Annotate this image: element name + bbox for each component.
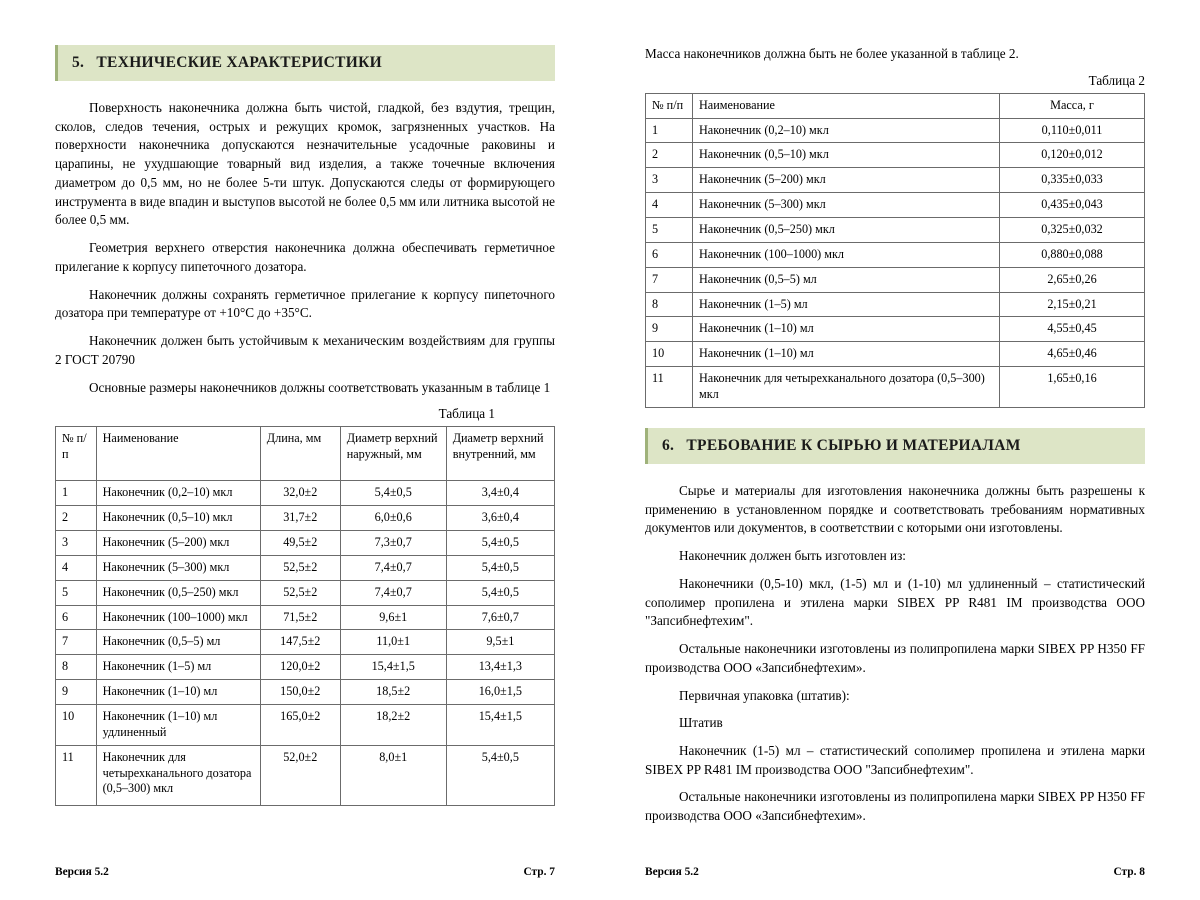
cell-index: 8	[56, 655, 97, 680]
footer-version: Версия 5.2	[645, 866, 699, 878]
col-header-mass: Масса, г	[1000, 93, 1145, 118]
col-header-length: Длина, мм	[260, 427, 340, 481]
cell-length: 147,5±2	[260, 630, 340, 655]
cell-mass: 4,55±0,45	[1000, 317, 1145, 342]
section-number: 5.	[72, 54, 85, 71]
cell-length: 120,0±2	[260, 655, 340, 680]
section-heading-materials	[645, 428, 1145, 464]
paragraph-surface-requirements: Поверхность наконечника должна быть чистой, гладкой, без вздутия, трещин, сколов, следов течения, острых и режущих кромок, загрязненных участков. На поверхности наконечника допускаются незначительные усадочные раковины и царапины, не ухудшающие товарный вид изделия, а также точечные включения диаметром до 0,5 мм, но не более 5-ти штук. Допускаются следы от формирующего инструмента в виде впадин и выступов высотой не более 0,5 мм или литника высотой не более 0,5 мм.	[55, 100, 555, 228]
table-dimensions	[55, 426, 555, 805]
cell-index: 11	[646, 367, 693, 408]
cell-inner-diameter: 5,4±0,5	[446, 580, 554, 605]
table-row	[646, 292, 1145, 317]
cell-name: Наконечник (5–200) мкл	[96, 531, 260, 556]
cell-name: Наконечник (0,5–5) мл	[693, 267, 1000, 292]
table-mass-head	[646, 93, 1145, 118]
cell-mass: 2,65±0,26	[1000, 267, 1145, 292]
cell-inner-diameter: 3,6±0,4	[446, 506, 554, 531]
col-header-index: № п/п	[646, 93, 693, 118]
cell-mass: 0,435±0,043	[1000, 193, 1145, 218]
cell-name: Наконечник (1–10) мл удлиненный	[96, 705, 260, 746]
paragraph-made-of: Наконечник должен быть изготовлен из:	[679, 548, 906, 564]
table-row	[646, 342, 1145, 367]
cell-mass: 0,120±0,012	[1000, 143, 1145, 168]
cell-name: Наконечник (0,2–10) мкл	[96, 481, 260, 506]
cell-length: 32,0±2	[260, 481, 340, 506]
cell-name: Наконечник (1–10) мл	[693, 317, 1000, 342]
table-row	[646, 193, 1145, 218]
cell-length: 52,5±2	[260, 580, 340, 605]
cell-length: 49,5±2	[260, 531, 340, 556]
cell-index: 4	[646, 193, 693, 218]
section-title: ТРЕБОВАНИЕ К СЫРЬЮ И МАТЕРИАЛАМ	[686, 436, 1021, 454]
paragraph-main-dimensions: Основные размеры наконечников должны соответствовать указанным в таблице 1	[89, 379, 551, 395]
cell-index: 1	[56, 481, 97, 506]
cell-outer-diameter: 7,4±0,7	[340, 555, 446, 580]
cell-inner-diameter: 9,5±1	[446, 630, 554, 655]
table-row	[646, 367, 1145, 408]
table-1-caption: Таблица 1	[438, 406, 495, 422]
paragraph-top-hole-geometry: Геометрия верхнего отверстия наконечника должна обеспечивать герметичное прилегание к корпусу пипеточного дозатора.	[55, 240, 555, 274]
cell-name: Наконечник (0,5–10) мкл	[693, 143, 1000, 168]
cell-index: 9	[56, 680, 97, 705]
cell-outer-diameter: 18,5±2	[340, 680, 446, 705]
cell-length: 165,0±2	[260, 705, 340, 746]
table-2-caption: Таблица 2	[1088, 72, 1145, 88]
col-header-index: № п/п	[56, 427, 97, 481]
cell-mass: 4,65±0,46	[1000, 342, 1145, 367]
table-mass-body	[646, 118, 1145, 407]
cell-name: Наконечник (0,5–250) мкл	[96, 580, 260, 605]
cell-name: Наконечник (5–300) мкл	[96, 555, 260, 580]
section-heading-technical	[55, 45, 555, 81]
col-header-name: Наименование	[693, 93, 1000, 118]
cell-inner-diameter: 15,4±1,5	[446, 705, 554, 746]
paragraph-other-tips: Остальные наконечники изготовлены из полипропилена марки SIBEX PP H350 FF производства ООО «Запсибнефтехим».	[645, 641, 1145, 675]
table-row	[56, 680, 555, 705]
cell-inner-diameter: 13,4±1,3	[446, 655, 554, 680]
col-header-outer-diameter: Диаметр верхний наружный, мм	[340, 427, 446, 481]
col-header-name: Наименование	[96, 427, 260, 481]
cell-outer-diameter: 15,4±1,5	[340, 655, 446, 680]
cell-outer-diameter: 7,3±0,7	[340, 531, 446, 556]
table-dimensions-body	[56, 481, 555, 805]
cell-index: 2	[56, 506, 97, 531]
cell-name: Наконечник (5–200) мкл	[693, 168, 1000, 193]
cell-length: 31,7±2	[260, 506, 340, 531]
table-row	[646, 242, 1145, 267]
cell-name: Наконечник (1–5) мл	[96, 655, 260, 680]
cell-outer-diameter: 5,4±0,5	[340, 481, 446, 506]
table-row	[56, 655, 555, 680]
cell-name: Наконечник (1–5) мл	[693, 292, 1000, 317]
cell-index: 5	[56, 580, 97, 605]
cell-index: 6	[646, 242, 693, 267]
cell-index: 3	[646, 168, 693, 193]
cell-index: 11	[56, 745, 97, 805]
table-header-row	[56, 427, 555, 481]
col-header-inner-diameter: Диаметр верхний внутренний, мм	[446, 427, 554, 481]
cell-inner-diameter: 5,4±0,5	[446, 555, 554, 580]
cell-mass: 0,110±0,011	[1000, 118, 1145, 143]
cell-index: 8	[646, 292, 693, 317]
cell-length: 52,5±2	[260, 555, 340, 580]
table-row	[56, 705, 555, 746]
table-row	[56, 555, 555, 580]
cell-outer-diameter: 7,4±0,7	[340, 580, 446, 605]
paragraph-temperature-range: Наконечник должны сохранять герметичное прилегание к корпусу пипеточного дозатора при температуре от +10°С до +35°С.	[55, 286, 555, 321]
paragraph-mechanical-resistance: Наконечник должен быть устойчивым к механическим воздействиям для группы 2 ГОСТ 20790	[55, 333, 555, 367]
cell-mass: 0,325±0,032	[1000, 218, 1145, 243]
paragraph-primary-packaging: Первичная упаковка (штатив):	[679, 687, 850, 703]
table-row	[56, 506, 555, 531]
cell-name: Наконечник (100–1000) мкл	[96, 605, 260, 630]
cell-index: 10	[56, 705, 97, 746]
cell-index: 9	[646, 317, 693, 342]
table-dimensions-head	[56, 427, 555, 481]
table-row	[646, 118, 1145, 143]
cell-name: Наконечник (1–10) мл	[693, 342, 1000, 367]
footer-version: Версия 5.2	[55, 866, 109, 878]
paragraph-copolymer-tips: Наконечники (0,5-10) мкл, (1-5) мл и (1-10) мл удлиненный – статистический сополимер пропилена и этилена марки SIBEX PP R481 IM производства ООО "Запсибнефтехим".	[645, 575, 1145, 629]
cell-length: 71,5±2	[260, 605, 340, 630]
cell-index: 6	[56, 605, 97, 630]
cell-mass: 1,65±0,16	[1000, 367, 1145, 408]
cell-outer-diameter: 6,0±0,6	[340, 506, 446, 531]
cell-name: Наконечник (0,5–10) мкл	[96, 506, 260, 531]
table-row	[646, 317, 1145, 342]
cell-index: 1	[646, 118, 693, 143]
cell-index: 4	[56, 555, 97, 580]
paragraph-tip-1-5ml: Наконечник (1-5) мл – статистический сополимер пропилена и этилена марки SIBEX PP R481 IM производства ООО "Запсибнефтехим".	[645, 742, 1145, 777]
table-row	[646, 267, 1145, 292]
cell-index: 7	[646, 267, 693, 292]
section-number: 6.	[662, 436, 675, 454]
table-row	[56, 630, 555, 655]
cell-name: Наконечник (0,5–5) мл	[96, 630, 260, 655]
page-left-footer	[55, 866, 555, 878]
page-right	[600, 0, 1200, 900]
cell-index: 2	[646, 143, 693, 168]
cell-index: 7	[56, 630, 97, 655]
paragraph-mass-intro: Масса наконечников должна быть не более указанной в таблице 2.	[645, 46, 1019, 61]
footer-page-number: Стр. 8	[1113, 866, 1145, 878]
cell-name: Наконечник (1–10) мл	[96, 680, 260, 705]
cell-mass: 0,880±0,088	[1000, 242, 1145, 267]
page-right-content	[645, 45, 1145, 860]
table-mass	[645, 93, 1145, 408]
cell-length: 52,0±2	[260, 745, 340, 805]
table-header-row	[646, 93, 1145, 118]
cell-name: Наконечник (0,2–10) мкл	[693, 118, 1000, 143]
table-row	[646, 218, 1145, 243]
cell-index: 10	[646, 342, 693, 367]
cell-outer-diameter: 8,0±1	[340, 745, 446, 805]
table-row	[56, 531, 555, 556]
cell-inner-diameter: 7,6±0,7	[446, 605, 554, 630]
table-row	[56, 481, 555, 506]
page-left-content	[55, 45, 555, 860]
cell-inner-diameter: 16,0±1,5	[446, 680, 554, 705]
paragraph-rack: Штатив	[679, 715, 723, 731]
cell-outer-diameter: 11,0±1	[340, 630, 446, 655]
cell-name: Наконечник для четырехканального дозатора (0,5–300) мкл	[693, 367, 1000, 408]
table-row	[56, 605, 555, 630]
cell-length: 150,0±2	[260, 680, 340, 705]
table-row	[646, 143, 1145, 168]
cell-index: 5	[646, 218, 693, 243]
table-row	[646, 168, 1145, 193]
table-row	[56, 745, 555, 805]
cell-inner-diameter: 3,4±0,4	[446, 481, 554, 506]
table-row	[56, 580, 555, 605]
footer-page-number: Стр. 7	[523, 866, 555, 878]
paragraph-other-tips-2: Остальные наконечники изготовлены из полипропилена марки SIBEX PP H350 FF производства ООО «Запсибнефтехим».	[645, 789, 1145, 824]
cell-name: Наконечник (0,5–250) мкл	[693, 218, 1000, 243]
cell-name: Наконечник для четырехканального дозатора (0,5–300) мкл	[96, 745, 260, 805]
cell-mass: 0,335±0,033	[1000, 168, 1145, 193]
paragraph-raw-materials: Сырье и материалы для изготовления наконечника должны быть разрешены к применению в установленном порядке и соответствовать требованиям нормативных документов или документов, в соответствии с которыми они изготовлены.	[645, 482, 1145, 536]
cell-outer-diameter: 18,2±2	[340, 705, 446, 746]
cell-inner-diameter: 5,4±0,5	[446, 745, 554, 805]
section-title: ТЕХНИЧЕСКИЕ ХАРАКТЕРИСТИКИ	[96, 54, 383, 71]
cell-name: Наконечник (5–300) мкл	[693, 193, 1000, 218]
cell-name: Наконечник (100–1000) мкл	[693, 242, 1000, 267]
cell-outer-diameter: 9,6±1	[340, 605, 446, 630]
page-right-footer	[645, 866, 1145, 878]
cell-index: 3	[56, 531, 97, 556]
cell-inner-diameter: 5,4±0,5	[446, 531, 554, 556]
cell-mass: 2,15±0,21	[1000, 292, 1145, 317]
